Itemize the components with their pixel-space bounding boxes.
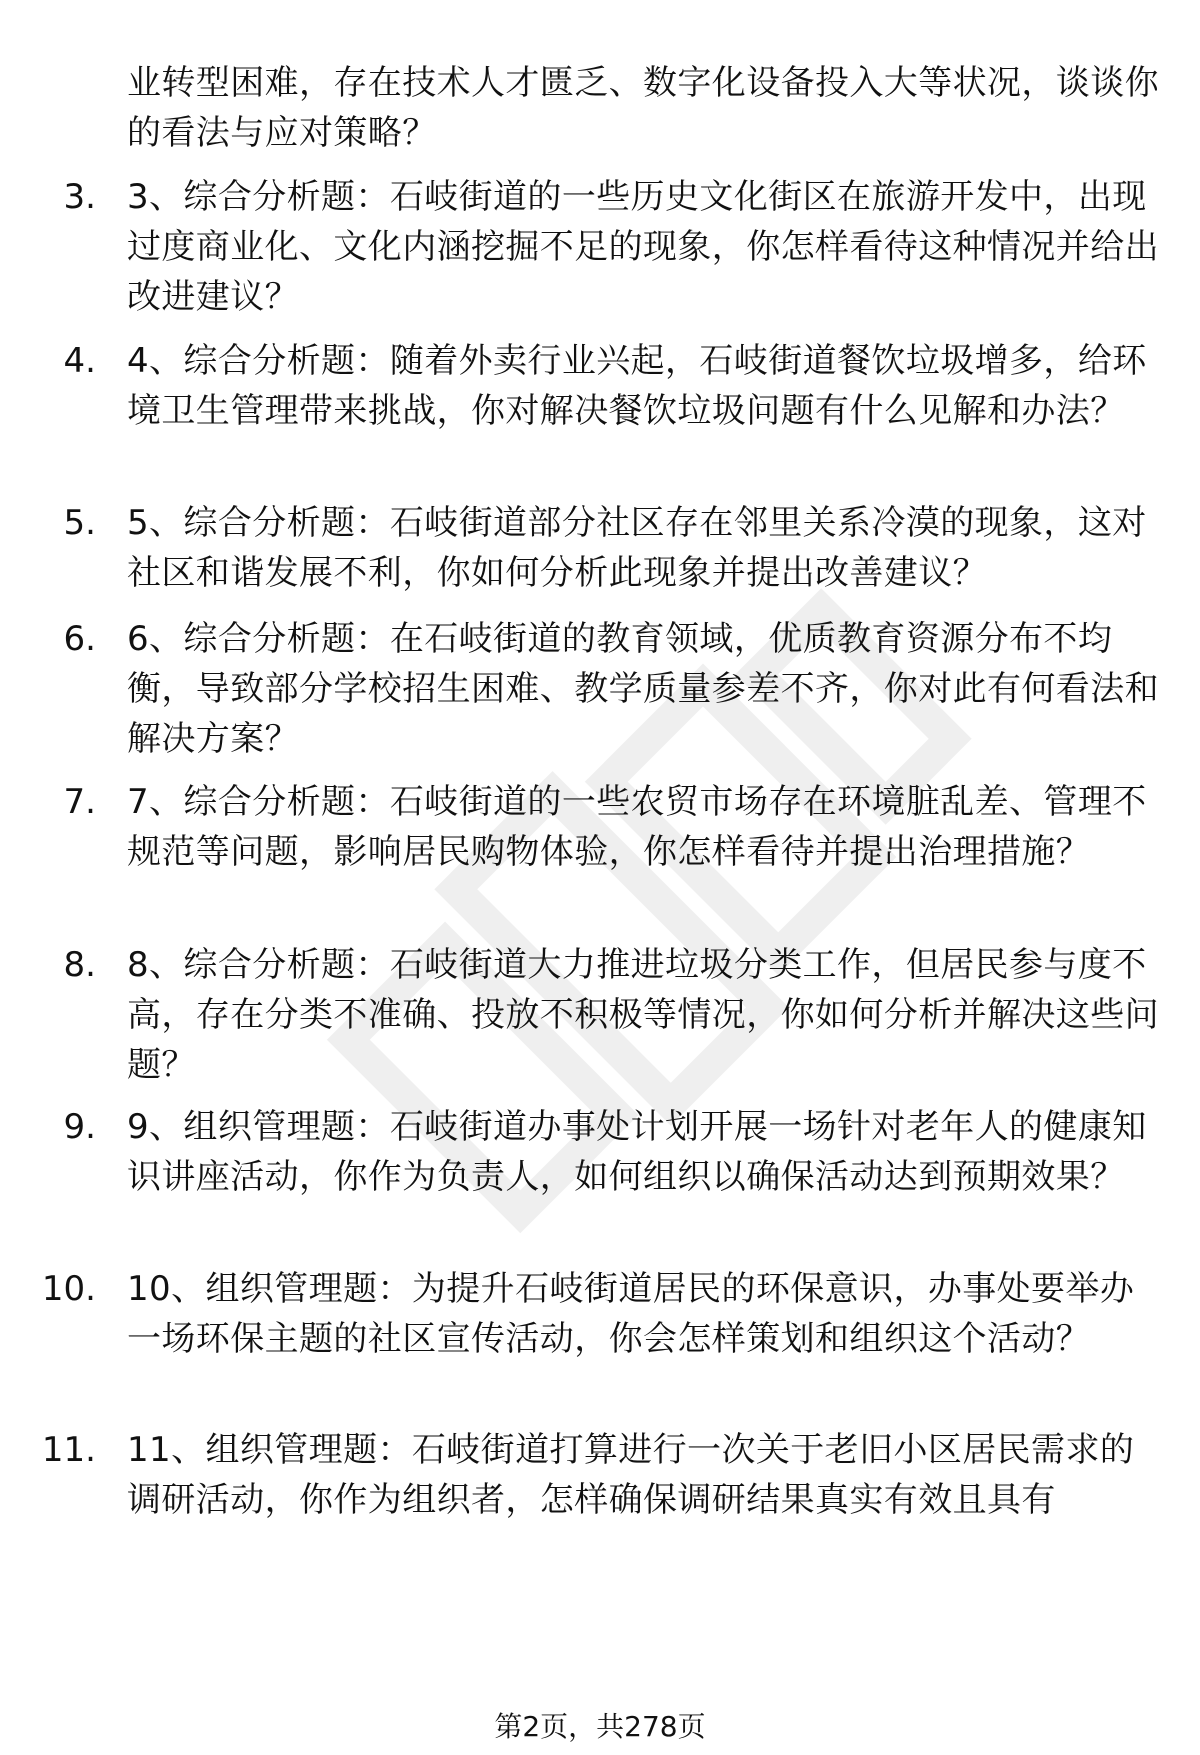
item-number: 6. (63, 619, 96, 659)
item-text: 5、综合分析题：石岐街道部分社区存在邻里关系冷漠的现象，这对社区和谐发展不利，你如何分析此现象并提出改善建议？ (127, 503, 1147, 593)
item-number: 4. (63, 341, 96, 381)
continuation-text: 业转型困难，存在技术人才匮乏、数字化设备投入大等状况，谈谈你的看法与应对策略？ (127, 63, 1159, 153)
item-text: 9、组织管理题：石岐街道办事处计划开展一场针对老年人的健康知识讲座活动，你作为负责人，如何组织以确保活动达到预期效果？ (127, 1107, 1147, 1197)
item-text: 8、综合分析题：石岐街道大力推进垃圾分类工作，但居民参与度不高，存在分类不准确、投放不积极等情况，你如何分析并解决这些问题？ (127, 945, 1159, 1085)
item-text: 6、综合分析题：在石岐街道的教育领域，优质教育资源分布不均衡，导致部分学校招生困难、教学质量参差不齐，你对此有何看法和解决方案？ (127, 619, 1159, 759)
page-footer: 第2页，共278页 (494, 1710, 706, 1743)
item-text: 10、组织管理题：为提升石岐街道居民的环保意识，办事处要举办一场环保主题的社区宣传活动，你会怎样策划和组织这个活动？ (127, 1269, 1135, 1359)
item-number: 10. (41, 1269, 96, 1309)
item-text: 4、综合分析题：随着外卖行业兴起，石岐街道餐饮垃圾增多，给环境卫生管理带来挑战，你对解决餐饮垃圾问题有什么见解和办法？ (127, 341, 1147, 431)
item-number: 8. (63, 945, 96, 985)
item-number: 5. (63, 503, 96, 543)
item-number: 7. (63, 782, 96, 822)
item-text: 3、综合分析题：石岐街道的一些历史文化街区在旅游开发中，出现过度商业化、文化内涵挖掘不足的现象，你怎样看待这种情况并给出改进建议？ (127, 177, 1159, 317)
item-text: 7、综合分析题：石岐街道的一些农贸市场存在环境脏乱差、管理不规范等问题，影响居民购物体验，你怎样看待并提出治理措施？ (127, 782, 1147, 872)
item-text: 11、组织管理题：石岐街道打算进行一次关于老旧小区居民需求的调研活动，你作为组织者，怎样确保调研结果真实有效且具有 (127, 1430, 1135, 1520)
item-number: 9. (63, 1107, 96, 1147)
item-number: 11. (41, 1430, 96, 1470)
item-number: 3. (63, 177, 96, 217)
